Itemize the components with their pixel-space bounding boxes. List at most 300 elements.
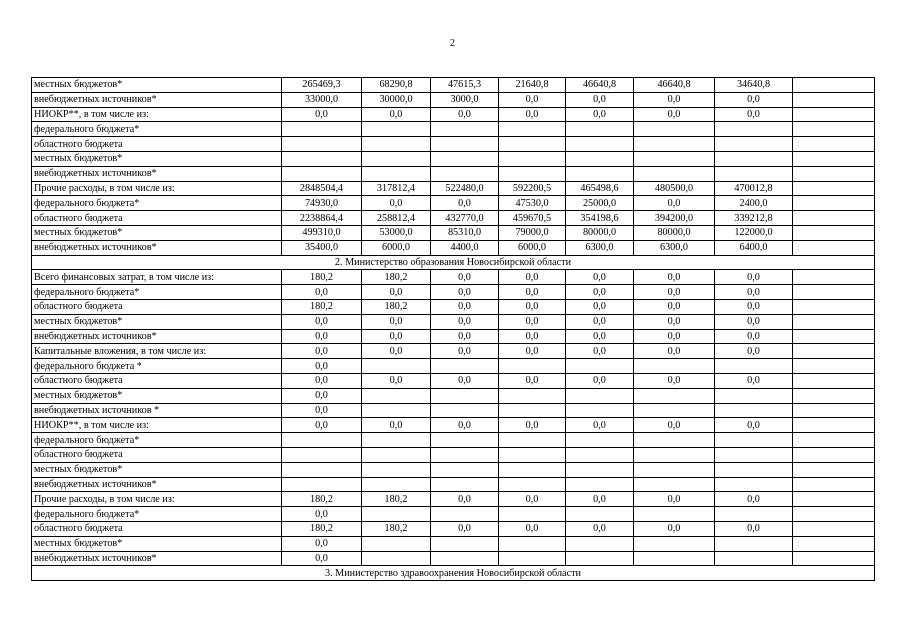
value-cell: 432770,0	[431, 211, 499, 226]
value-cell: 0,0	[282, 344, 362, 359]
value-cell	[793, 536, 875, 551]
table-row	[32, 359, 875, 374]
value-cell: 79000,0	[499, 225, 566, 240]
value-cell: 499310,0	[282, 225, 362, 240]
value-cell	[431, 388, 499, 403]
value-cell: 0,0	[715, 492, 793, 507]
value-cell: 46640,8	[634, 78, 715, 93]
section-title: 3. Министерство здравоохранения Новосибирской области	[32, 566, 875, 581]
value-cell	[566, 477, 634, 492]
value-cell: 0,0	[499, 329, 566, 344]
value-cell	[793, 418, 875, 433]
value-cell	[362, 536, 431, 551]
value-cell	[634, 551, 715, 566]
value-cell	[793, 240, 875, 255]
value-cell	[566, 462, 634, 477]
table-row	[32, 433, 875, 448]
value-cell	[362, 359, 431, 374]
row-label: Всего финансовых затрат, в том числе из:	[32, 270, 282, 285]
table-row	[32, 373, 875, 388]
value-cell: 0,0	[362, 107, 431, 122]
value-cell: 0,0	[431, 299, 499, 314]
row-label: местных бюджетов*	[32, 78, 282, 93]
value-cell: 0,0	[715, 521, 793, 536]
row-label: областного бюджета	[32, 299, 282, 314]
value-cell	[715, 477, 793, 492]
value-cell: 0,0	[282, 536, 362, 551]
value-cell	[431, 166, 499, 181]
value-cell: 465498,6	[566, 181, 634, 196]
row-label: местных бюджетов*	[32, 225, 282, 240]
value-cell: 6400,0	[715, 240, 793, 255]
value-cell: 0,0	[362, 285, 431, 300]
value-cell: 0,0	[634, 492, 715, 507]
value-cell	[634, 166, 715, 181]
row-label: внебюджетных источников*	[32, 551, 282, 566]
value-cell	[634, 359, 715, 374]
table-row	[32, 122, 875, 137]
value-cell	[793, 137, 875, 152]
value-cell: 0,0	[566, 314, 634, 329]
table-row	[32, 107, 875, 122]
row-label: областного бюджета	[32, 373, 282, 388]
value-cell	[362, 433, 431, 448]
value-cell	[282, 122, 362, 137]
value-cell	[634, 536, 715, 551]
value-cell: 0,0	[282, 329, 362, 344]
value-cell	[431, 536, 499, 551]
table-row	[32, 285, 875, 300]
value-cell: 0,0	[282, 107, 362, 122]
value-cell: 180,2	[282, 299, 362, 314]
value-cell	[362, 122, 431, 137]
value-cell: 0,0	[431, 270, 499, 285]
value-cell: 0,0	[634, 270, 715, 285]
value-cell: 394200,0	[634, 211, 715, 226]
value-cell	[715, 137, 793, 152]
value-cell: 0,0	[634, 92, 715, 107]
value-cell: 0,0	[431, 373, 499, 388]
value-cell: 6000,0	[499, 240, 566, 255]
value-cell	[499, 462, 566, 477]
value-cell	[793, 388, 875, 403]
value-cell: 354198,6	[566, 211, 634, 226]
value-cell	[499, 536, 566, 551]
value-cell: 0,0	[715, 418, 793, 433]
value-cell	[793, 477, 875, 492]
value-cell	[634, 122, 715, 137]
value-cell: 459670,5	[499, 211, 566, 226]
row-label: федерального бюджета*	[32, 122, 282, 137]
value-cell: 47530,0	[499, 196, 566, 211]
value-cell: 258812,4	[362, 211, 431, 226]
value-cell	[793, 433, 875, 448]
value-cell	[566, 137, 634, 152]
value-cell	[793, 373, 875, 388]
row-label: НИОКР**, в том числе из:	[32, 418, 282, 433]
value-cell	[499, 166, 566, 181]
value-cell	[715, 122, 793, 137]
value-cell: 2848504,4	[282, 181, 362, 196]
value-cell	[634, 151, 715, 166]
value-cell: 0,0	[431, 329, 499, 344]
value-cell	[793, 92, 875, 107]
table-row	[32, 344, 875, 359]
value-cell	[362, 507, 431, 522]
value-cell: 0,0	[431, 196, 499, 211]
row-label: Прочие расходы, в том числе из:	[32, 181, 282, 196]
value-cell: 0,0	[499, 285, 566, 300]
value-cell: 0,0	[282, 373, 362, 388]
value-cell: 6300,0	[566, 240, 634, 255]
value-cell: 34640,8	[715, 78, 793, 93]
value-cell	[431, 551, 499, 566]
row-label: внебюджетных источников *	[32, 403, 282, 418]
value-cell: 0,0	[282, 507, 362, 522]
value-cell	[715, 433, 793, 448]
value-cell	[431, 122, 499, 137]
value-cell	[566, 433, 634, 448]
row-label: федерального бюджета*	[32, 196, 282, 211]
value-cell	[362, 166, 431, 181]
row-label: местных бюджетов*	[32, 536, 282, 551]
row-label: НИОКР**, в том числе из:	[32, 107, 282, 122]
value-cell: 0,0	[566, 285, 634, 300]
value-cell	[566, 122, 634, 137]
value-cell: 0,0	[282, 551, 362, 566]
value-cell	[793, 492, 875, 507]
value-cell	[793, 403, 875, 418]
value-cell	[362, 151, 431, 166]
value-cell	[715, 536, 793, 551]
value-cell	[793, 314, 875, 329]
value-cell: 0,0	[634, 196, 715, 211]
table-row	[32, 151, 875, 166]
row-label: областного бюджета	[32, 211, 282, 226]
value-cell	[793, 521, 875, 536]
value-cell	[715, 403, 793, 418]
value-cell	[431, 462, 499, 477]
value-cell	[715, 507, 793, 522]
section-header-row	[32, 566, 875, 581]
value-cell: 6000,0	[362, 240, 431, 255]
value-cell	[793, 196, 875, 211]
value-cell: 0,0	[499, 270, 566, 285]
value-cell	[793, 151, 875, 166]
value-cell: 68290,8	[362, 78, 431, 93]
table-row	[32, 521, 875, 536]
value-cell: 0,0	[634, 418, 715, 433]
value-cell: 47615,3	[431, 78, 499, 93]
value-cell: 0,0	[431, 344, 499, 359]
row-label: областного бюджета	[32, 137, 282, 152]
value-cell: 0,0	[362, 314, 431, 329]
value-cell	[499, 507, 566, 522]
value-cell	[634, 137, 715, 152]
value-cell: 0,0	[715, 270, 793, 285]
value-cell: 0,0	[634, 107, 715, 122]
value-cell	[431, 507, 499, 522]
value-cell: 0,0	[715, 314, 793, 329]
value-cell: 0,0	[362, 418, 431, 433]
value-cell	[793, 78, 875, 93]
value-cell	[793, 344, 875, 359]
table-row	[32, 299, 875, 314]
row-label: местных бюджетов*	[32, 314, 282, 329]
value-cell	[431, 359, 499, 374]
value-cell	[499, 477, 566, 492]
value-cell: 122000,0	[715, 225, 793, 240]
row-label: внебюджетных источников*	[32, 477, 282, 492]
value-cell	[431, 477, 499, 492]
value-cell	[499, 388, 566, 403]
value-cell: 80000,0	[566, 225, 634, 240]
value-cell: 0,0	[715, 107, 793, 122]
value-cell: 480500,0	[634, 181, 715, 196]
value-cell	[634, 403, 715, 418]
table-row	[32, 181, 875, 196]
value-cell	[499, 403, 566, 418]
value-cell: 46640,8	[566, 78, 634, 93]
row-label: федерального бюджета*	[32, 433, 282, 448]
table-row	[32, 403, 875, 418]
table-row	[32, 166, 875, 181]
value-cell	[282, 166, 362, 181]
value-cell: 0,0	[499, 107, 566, 122]
value-cell: 25000,0	[566, 196, 634, 211]
value-cell	[362, 388, 431, 403]
value-cell: 0,0	[431, 285, 499, 300]
table-row	[32, 536, 875, 551]
value-cell: 0,0	[566, 92, 634, 107]
value-cell: 592200,5	[499, 181, 566, 196]
value-cell: 0,0	[499, 492, 566, 507]
value-cell: 0,0	[282, 388, 362, 403]
section-header-row	[32, 255, 875, 270]
table-row	[32, 388, 875, 403]
value-cell	[499, 151, 566, 166]
value-cell	[282, 447, 362, 462]
value-cell: 180,2	[282, 270, 362, 285]
value-cell: 0,0	[362, 373, 431, 388]
value-cell	[793, 166, 875, 181]
value-cell	[362, 477, 431, 492]
value-cell: 0,0	[566, 270, 634, 285]
value-cell	[499, 122, 566, 137]
value-cell	[793, 107, 875, 122]
value-cell: 470012,8	[715, 181, 793, 196]
row-label: внебюджетных источников*	[32, 92, 282, 107]
value-cell: 0,0	[499, 521, 566, 536]
value-cell: 0,0	[715, 299, 793, 314]
value-cell	[566, 551, 634, 566]
value-cell	[793, 211, 875, 226]
value-cell: 0,0	[499, 299, 566, 314]
value-cell	[793, 447, 875, 462]
page-number: 2	[450, 38, 455, 49]
value-cell: 0,0	[715, 373, 793, 388]
value-cell	[793, 329, 875, 344]
value-cell: 522480,0	[431, 181, 499, 196]
value-cell: 0,0	[431, 314, 499, 329]
value-cell	[566, 388, 634, 403]
value-cell	[634, 477, 715, 492]
value-cell	[282, 433, 362, 448]
value-cell: 0,0	[499, 314, 566, 329]
value-cell: 180,2	[362, 299, 431, 314]
value-cell: 180,2	[282, 492, 362, 507]
value-cell: 0,0	[499, 373, 566, 388]
value-cell	[282, 462, 362, 477]
value-cell: 0,0	[282, 359, 362, 374]
value-cell: 0,0	[715, 285, 793, 300]
table-row	[32, 314, 875, 329]
value-cell: 0,0	[715, 329, 793, 344]
value-cell: 0,0	[499, 418, 566, 433]
row-label: Прочие расходы, в том числе из:	[32, 492, 282, 507]
value-cell: 80000,0	[634, 225, 715, 240]
row-label: федерального бюджета*	[32, 285, 282, 300]
budget-table	[31, 77, 875, 581]
value-cell: 0,0	[362, 344, 431, 359]
value-cell	[715, 551, 793, 566]
table-row	[32, 447, 875, 462]
value-cell	[282, 137, 362, 152]
value-cell	[634, 433, 715, 448]
table-row	[32, 418, 875, 433]
budget-table-body	[32, 78, 875, 581]
value-cell: 53000,0	[362, 225, 431, 240]
value-cell	[793, 462, 875, 477]
value-cell: 6300,0	[634, 240, 715, 255]
value-cell	[715, 166, 793, 181]
table-row	[32, 551, 875, 566]
value-cell: 0,0	[282, 418, 362, 433]
table-row	[32, 507, 875, 522]
value-cell: 0,0	[634, 373, 715, 388]
value-cell: 0,0	[715, 344, 793, 359]
value-cell: 0,0	[566, 418, 634, 433]
value-cell: 0,0	[282, 403, 362, 418]
value-cell	[566, 166, 634, 181]
value-cell	[634, 507, 715, 522]
value-cell	[634, 388, 715, 403]
value-cell: 0,0	[431, 492, 499, 507]
value-cell	[566, 536, 634, 551]
table-row	[32, 196, 875, 211]
row-label: федерального бюджета *	[32, 359, 282, 374]
value-cell	[715, 359, 793, 374]
value-cell: 0,0	[634, 285, 715, 300]
table-row	[32, 92, 875, 107]
value-cell	[566, 359, 634, 374]
value-cell	[362, 462, 431, 477]
value-cell	[715, 388, 793, 403]
value-cell	[634, 447, 715, 462]
value-cell	[566, 403, 634, 418]
value-cell: 0,0	[431, 521, 499, 536]
table-row	[32, 477, 875, 492]
table-row	[32, 240, 875, 255]
value-cell	[566, 151, 634, 166]
value-cell: 0,0	[634, 314, 715, 329]
value-cell: 0,0	[499, 344, 566, 359]
table-row	[32, 78, 875, 93]
row-label: Капитальные вложения, в том числе из:	[32, 344, 282, 359]
row-label: внебюджетных источников*	[32, 240, 282, 255]
value-cell	[715, 447, 793, 462]
value-cell: 0,0	[566, 299, 634, 314]
table-row	[32, 137, 875, 152]
value-cell: 265469,3	[282, 78, 362, 93]
value-cell: 0,0	[566, 373, 634, 388]
table-row	[32, 211, 875, 226]
value-cell	[793, 507, 875, 522]
value-cell	[362, 447, 431, 462]
value-cell: 0,0	[282, 285, 362, 300]
value-cell: 85310,0	[431, 225, 499, 240]
value-cell: 0,0	[362, 329, 431, 344]
value-cell	[566, 447, 634, 462]
value-cell	[566, 507, 634, 522]
value-cell	[793, 122, 875, 137]
value-cell	[499, 137, 566, 152]
value-cell: 21640,8	[499, 78, 566, 93]
row-label: местных бюджетов*	[32, 462, 282, 477]
value-cell: 0,0	[431, 418, 499, 433]
value-cell: 0,0	[282, 314, 362, 329]
value-cell	[499, 359, 566, 374]
value-cell	[715, 462, 793, 477]
value-cell	[634, 462, 715, 477]
value-cell	[499, 551, 566, 566]
value-cell	[793, 181, 875, 196]
value-cell	[282, 151, 362, 166]
table-row	[32, 329, 875, 344]
value-cell: 0,0	[362, 196, 431, 211]
value-cell: 180,2	[362, 270, 431, 285]
value-cell: 0,0	[634, 344, 715, 359]
value-cell	[362, 137, 431, 152]
value-cell: 317812,4	[362, 181, 431, 196]
value-cell	[793, 225, 875, 240]
value-cell	[282, 477, 362, 492]
value-cell	[431, 403, 499, 418]
value-cell	[793, 359, 875, 374]
value-cell	[362, 551, 431, 566]
value-cell	[431, 447, 499, 462]
value-cell: 0,0	[634, 329, 715, 344]
value-cell: 0,0	[431, 107, 499, 122]
value-cell: 339212,8	[715, 211, 793, 226]
value-cell: 0,0	[566, 329, 634, 344]
row-label: федерального бюджета*	[32, 507, 282, 522]
row-label: местных бюджетов*	[32, 388, 282, 403]
value-cell: 0,0	[566, 521, 634, 536]
value-cell	[362, 403, 431, 418]
value-cell: 35400,0	[282, 240, 362, 255]
table-row	[32, 225, 875, 240]
value-cell	[793, 551, 875, 566]
value-cell: 3000,0	[431, 92, 499, 107]
value-cell: 0,0	[566, 492, 634, 507]
value-cell: 74930,0	[282, 196, 362, 211]
value-cell	[431, 151, 499, 166]
value-cell: 0,0	[566, 344, 634, 359]
value-cell: 0,0	[499, 92, 566, 107]
value-cell	[715, 151, 793, 166]
value-cell: 0,0	[634, 299, 715, 314]
